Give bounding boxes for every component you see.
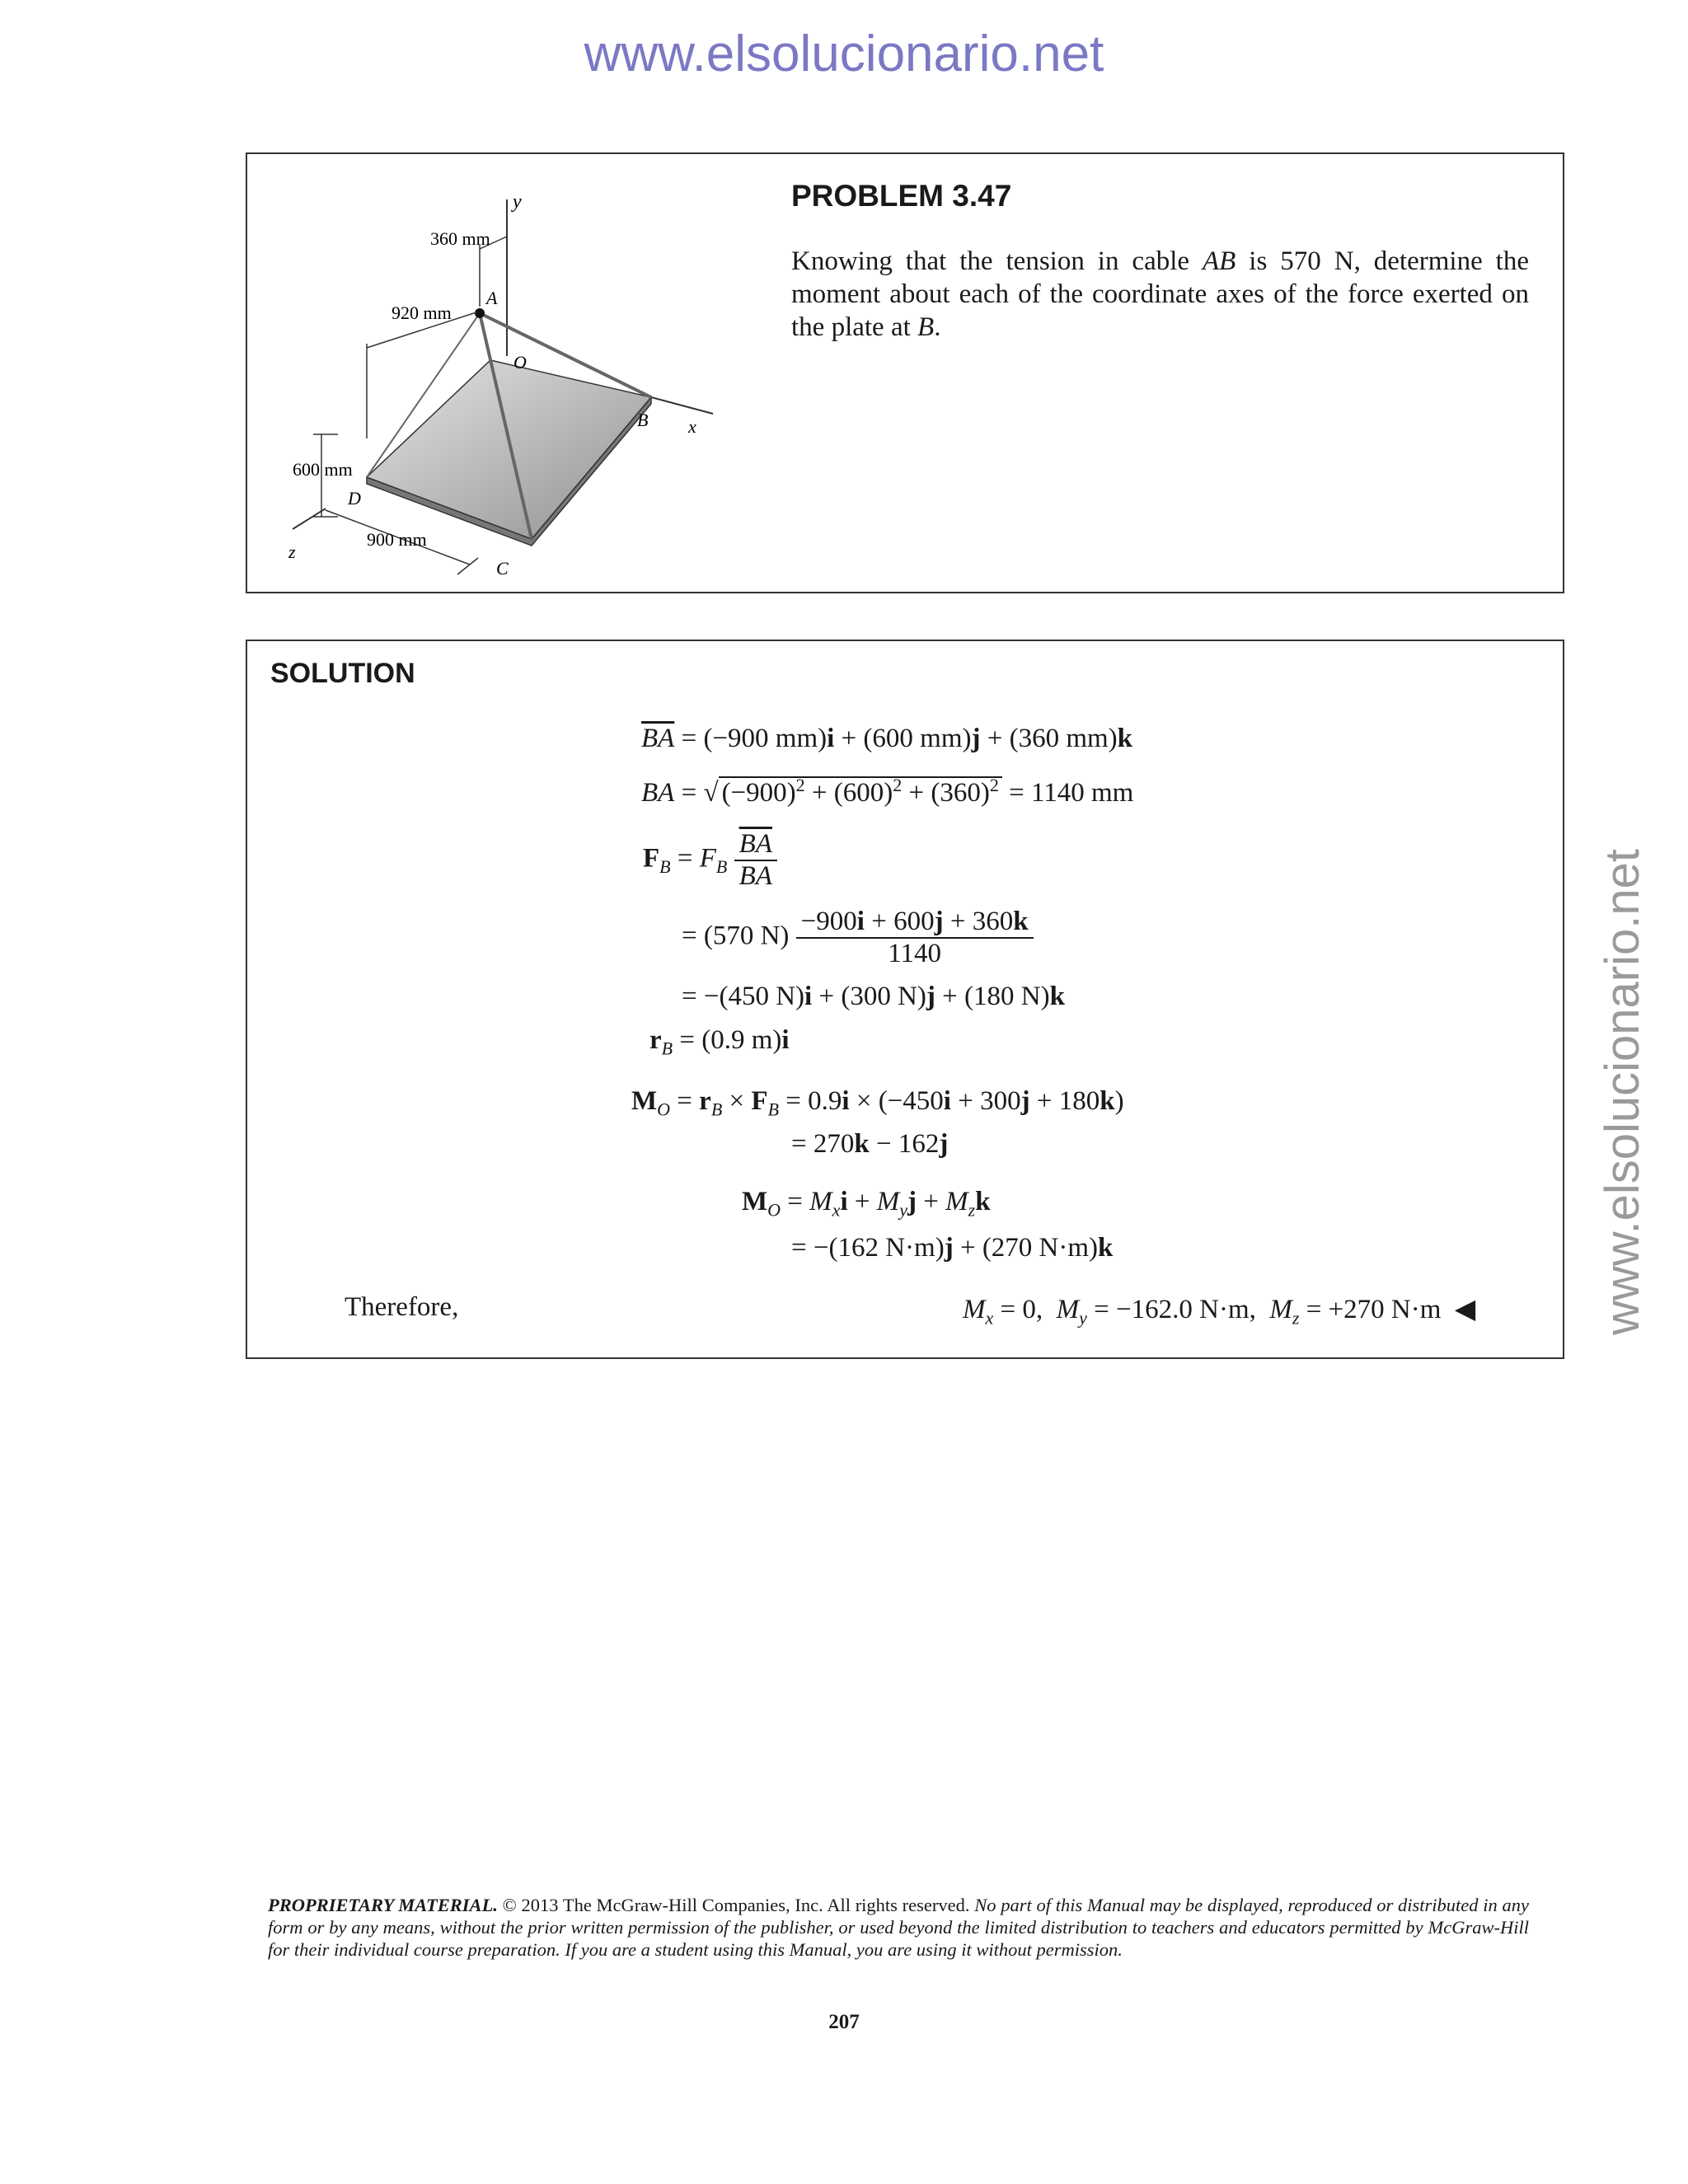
equation-mo-result: = 270k − 162j [791, 1129, 949, 1159]
watermark-side[interactable]: www.elsolucionario.net [1596, 849, 1649, 1335]
label-x: x [688, 416, 696, 437]
label-d: D [348, 488, 361, 509]
problem-box [246, 152, 1564, 593]
equation-ba-vector: $\overline{BA} = (-900$ mm)i + (600 mm)j + (360 mm)k [641, 724, 1133, 753]
equation-fb-result: = −(450 N)i + (300 N)j + (180 N)k [682, 982, 1065, 1011]
page-number: 207 [828, 2011, 860, 2033]
label-b: B [637, 410, 649, 430]
label-a: A [486, 288, 498, 308]
problem-statement: Knowing that the tension in cable AB is 570 N, determine the moment about each of the coordinate axes of the force exerted on the plate at B. [791, 246, 1529, 342]
label-o: O [513, 352, 527, 373]
problem-figure [264, 171, 775, 583]
label-y: y [513, 191, 522, 213]
final-answer: $M_x = 0$, $M_y = -162.0$ N·m, $M_z = +270$ N·m ◀ [963, 1295, 1476, 1329]
label-z: z [288, 541, 296, 562]
equation-mo-values: = −(162 N·m)j + (270 N·m)k [791, 1233, 1114, 1263]
equation-rb: $r_B = (0.9$ m)i [649, 1025, 790, 1059]
label-360: 360 mm [430, 228, 490, 249]
solution-title: SOLUTION [270, 658, 415, 689]
equation-fb-definition: $F_B = F_B$ $\frac{\overline{BA}}{BA}$ [643, 829, 777, 892]
equation-mo-cross: $M_O = r_B \times F_B = 0.9i \times (-450i + 300j + 180k)$ [631, 1086, 1124, 1120]
point-a [475, 308, 485, 318]
equation-ba-magnitude: BA = √ $(-900)^2 + (600)^2 + (360)^2 = 1140$ mm [641, 775, 1134, 808]
footer-copyright: PROPRIETARY MATERIAL. © 2013 The McGraw-Hill Companies, Inc. All rights reserved. No part of this Manual may be displayed, reproduced or distributed in any form or by any means, without the prior written permission of the publisher, or used beyond the limited distribution to teachers and educators permitted by McGraw-Hill for their individual course preparation. If you are a student using this Manual, you are using it without permission. [268, 1895, 1529, 1960]
equation-mo-components: $M_O = M_xi + M_yj + M_zk$ [742, 1187, 991, 1221]
solution-box [246, 640, 1564, 1359]
equation-fb-substitution: = (570 N) $\frac{-900i + 600j + 360k}{1140}$ [682, 907, 1034, 969]
problem-title: PROBLEM 3.47 [791, 179, 1012, 213]
therefore-label: Therefore, [345, 1292, 459, 1322]
label-920: 920 mm [392, 302, 452, 323]
watermark-top[interactable]: www.elsolucionario.net [584, 26, 1104, 82]
label-c: C [496, 558, 509, 579]
label-600: 600 mm [293, 459, 353, 480]
label-900: 900 mm [367, 529, 427, 550]
